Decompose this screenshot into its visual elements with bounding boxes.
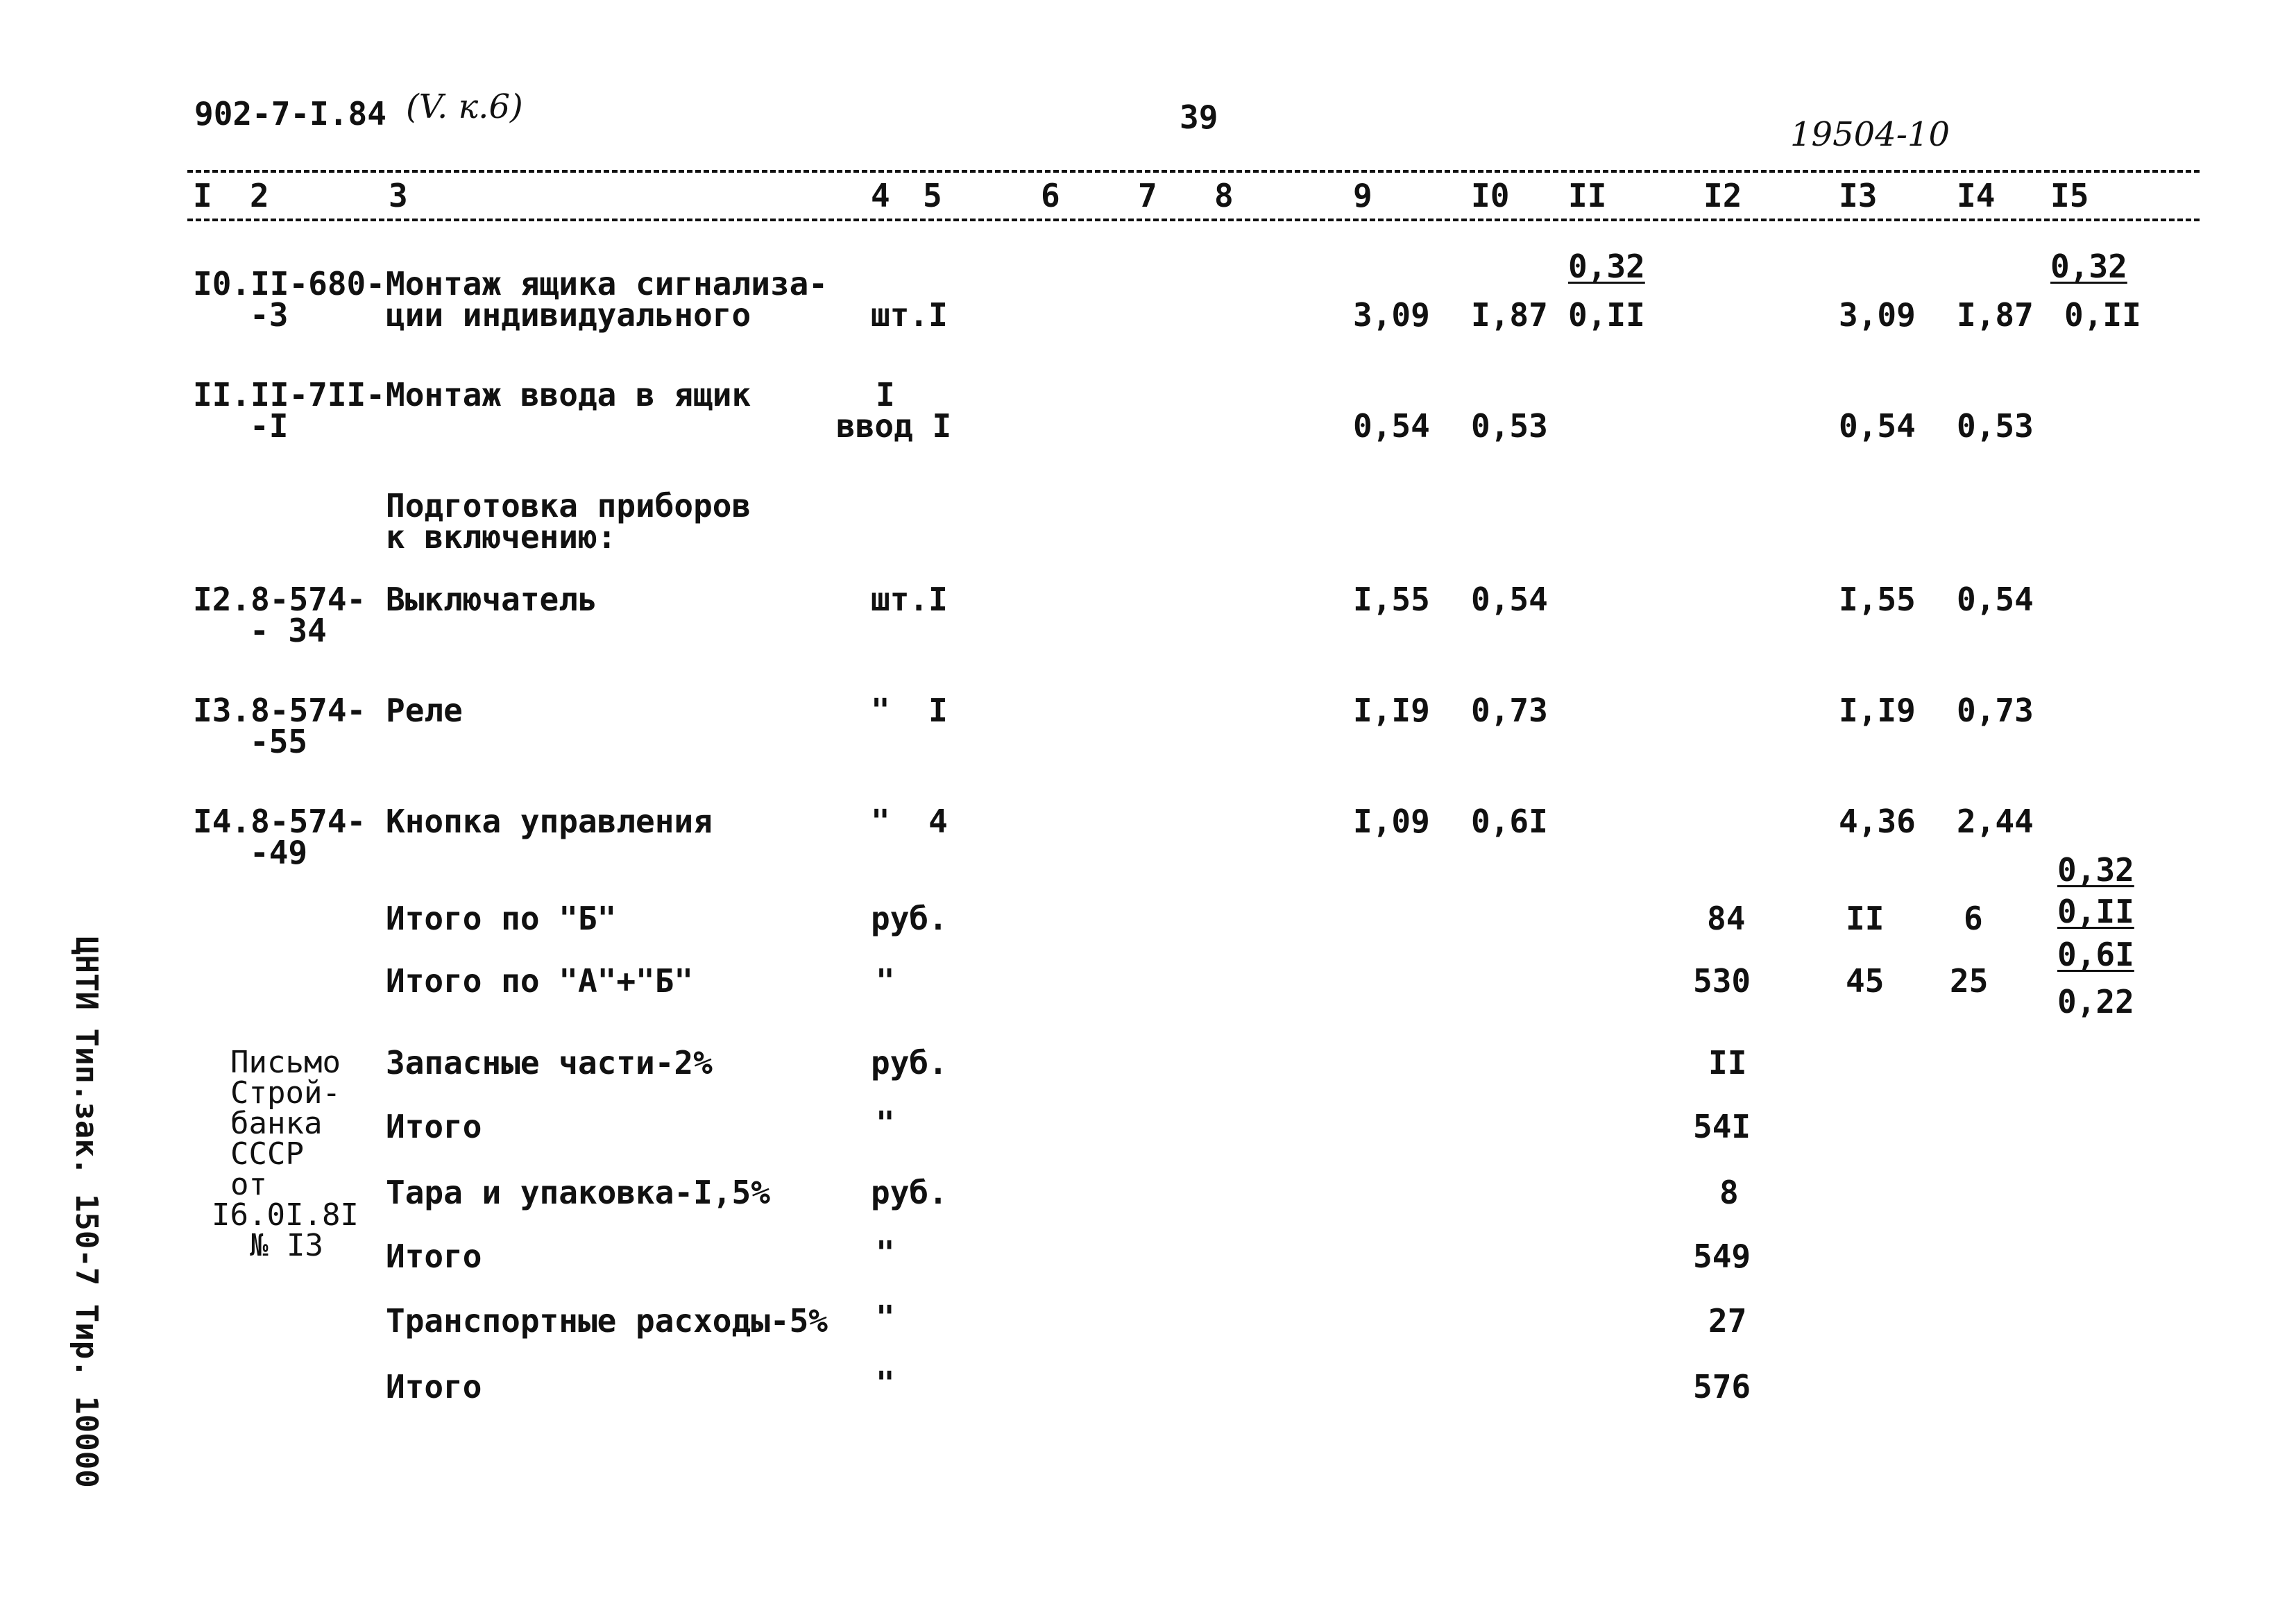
row-code: I3.8-574- bbox=[193, 692, 366, 729]
cell-col10: 0,6I bbox=[1471, 803, 1548, 840]
cell-col15-top: 0,32 bbox=[2057, 851, 2134, 889]
cell-col15-top: 0,6I bbox=[2057, 936, 2134, 973]
cell-col10: 0,54 bbox=[1471, 581, 1548, 618]
cell-col12: 8 bbox=[1719, 1174, 1739, 1211]
column-header: 2 bbox=[250, 177, 269, 214]
cell-col14: 2,44 bbox=[1957, 803, 2034, 840]
column-header: I2 bbox=[1703, 177, 1742, 214]
letter-ref-line: от bbox=[230, 1167, 267, 1202]
total-unit: " bbox=[876, 1365, 895, 1402]
cell-col14: 0,73 bbox=[1957, 692, 2034, 729]
cell-col15-bottom: 0,II bbox=[2064, 296, 2141, 334]
row-name: Реле bbox=[386, 692, 463, 729]
total-label: Итого bbox=[386, 1368, 482, 1405]
total-label: Итого по "Б" bbox=[386, 900, 617, 937]
cell-col13: I,55 bbox=[1839, 581, 1916, 618]
row-code: I0.II-680- bbox=[193, 265, 385, 302]
total-unit: " bbox=[876, 1234, 895, 1272]
row-name: ции индивидуального bbox=[386, 296, 751, 334]
column-header: I3 bbox=[1839, 177, 1878, 214]
column-header: I bbox=[193, 177, 212, 214]
total-unit: " bbox=[876, 1299, 895, 1336]
cell-col12: 530 bbox=[1693, 962, 1751, 1000]
total-unit: руб. bbox=[871, 1044, 948, 1081]
cell-col12: 549 bbox=[1693, 1238, 1751, 1275]
cell-col14: 0,54 bbox=[1957, 581, 2034, 618]
letter-ref-line: банка bbox=[230, 1106, 323, 1141]
row-code: -55 bbox=[250, 723, 308, 760]
total-unit: руб. bbox=[871, 900, 948, 937]
cell-col9: 3,09 bbox=[1353, 296, 1430, 334]
cell-col11-top: 0,32 bbox=[1568, 248, 1645, 285]
column-header: 9 bbox=[1353, 177, 1372, 214]
row-unit: I bbox=[876, 376, 895, 413]
total-label: Тара и упаковка-I,5% bbox=[386, 1174, 770, 1211]
cell-col14: 6 bbox=[1964, 900, 1983, 937]
letter-ref-line: Строй- bbox=[230, 1075, 341, 1111]
row-code: I2.8-574- bbox=[193, 581, 366, 618]
row-code: -I bbox=[250, 407, 289, 445]
doc-code: 902-7-I.84 bbox=[194, 95, 386, 132]
row-code: -3 bbox=[250, 296, 289, 334]
row-code: -49 bbox=[250, 834, 308, 871]
cell-col13: I,I9 bbox=[1839, 692, 1916, 729]
column-header: 8 bbox=[1214, 177, 1234, 214]
row-code: I4.8-574- bbox=[193, 803, 366, 840]
letter-ref-line: I6.0I.8I bbox=[212, 1197, 359, 1233]
cell-col9: 0,54 bbox=[1353, 407, 1430, 445]
row-unit: шт.I bbox=[871, 296, 948, 334]
total-label: Итого bbox=[386, 1238, 482, 1275]
total-label: Итого bbox=[386, 1108, 482, 1145]
column-header: 5 bbox=[923, 177, 942, 214]
column-header: 3 bbox=[389, 177, 408, 214]
cell-col12: 54I bbox=[1693, 1108, 1751, 1145]
header-rule-bottom bbox=[187, 219, 2200, 221]
row-name: Кнопка управления bbox=[386, 803, 713, 840]
column-header: 4 bbox=[871, 177, 890, 214]
row-name: Выключатель bbox=[386, 581, 597, 618]
cell-col15-bottom: 0,22 bbox=[2057, 983, 2134, 1020]
column-header: II bbox=[1568, 177, 1607, 214]
total-label: Транспортные расходы-5% bbox=[386, 1302, 828, 1340]
row-unit: " 4 bbox=[871, 803, 948, 840]
page-number: 39 bbox=[1180, 99, 1218, 136]
cell-col14: I,87 bbox=[1957, 296, 2034, 334]
cell-col12: 576 bbox=[1693, 1368, 1751, 1405]
cell-col13: 3,09 bbox=[1839, 296, 1916, 334]
cell-col10: 0,73 bbox=[1471, 692, 1548, 729]
section-heading: к включению: bbox=[386, 518, 617, 556]
cell-col13: 45 bbox=[1846, 962, 1885, 1000]
cell-col14: 0,53 bbox=[1957, 407, 2034, 445]
cell-col12: 84 bbox=[1707, 900, 1746, 937]
column-header: 7 bbox=[1138, 177, 1157, 214]
total-unit: руб. bbox=[871, 1174, 948, 1211]
row-unit: " I bbox=[871, 692, 948, 729]
total-unit: " bbox=[876, 1104, 895, 1142]
cell-col15-bottom: 0,II bbox=[2057, 893, 2134, 930]
archive-stamp: 19504-10 bbox=[1790, 115, 1950, 154]
row-unit: шт.I bbox=[871, 581, 948, 618]
cell-col14: 25 bbox=[1950, 962, 1989, 1000]
section-heading: Подготовка приборов bbox=[386, 487, 751, 524]
row-code: II.II-7II- bbox=[193, 376, 385, 413]
cell-col11-bottom: 0,II bbox=[1568, 296, 1645, 334]
side-print-note: ЦНТИ Тип.зак. 150-7 Тир. 10000 bbox=[69, 937, 104, 1488]
total-label: Запасные части-2% bbox=[386, 1044, 713, 1081]
row-name: Монтаж ящика сигнализа- bbox=[386, 265, 828, 302]
doc-note: (V. к.6) bbox=[406, 87, 523, 126]
cell-col9: I,I9 bbox=[1353, 692, 1430, 729]
cell-col9: I,55 bbox=[1353, 581, 1430, 618]
letter-ref-line: СССР bbox=[230, 1136, 304, 1172]
column-header: I4 bbox=[1957, 177, 1996, 214]
letter-ref-line: Письмо bbox=[230, 1045, 341, 1080]
column-header: I5 bbox=[2050, 177, 2089, 214]
column-header: I0 bbox=[1471, 177, 1510, 214]
cell-col13: 0,54 bbox=[1839, 407, 1916, 445]
cell-col13: 4,36 bbox=[1839, 803, 1916, 840]
row-name: Монтаж ввода в ящик bbox=[386, 376, 751, 413]
cell-col13: II bbox=[1846, 900, 1885, 937]
column-header: 6 bbox=[1041, 177, 1060, 214]
cell-col9: I,09 bbox=[1353, 803, 1430, 840]
cell-col10: 0,53 bbox=[1471, 407, 1548, 445]
row-unit: ввод I bbox=[836, 407, 952, 445]
total-unit: " bbox=[876, 962, 895, 1000]
cell-col10: I,87 bbox=[1471, 296, 1548, 334]
cell-col12: 27 bbox=[1708, 1302, 1747, 1340]
header-rule-top bbox=[187, 170, 2200, 173]
cell-col15-top: 0,32 bbox=[2050, 248, 2127, 285]
letter-ref-line: № I3 bbox=[250, 1228, 323, 1263]
cell-col12: II bbox=[1708, 1044, 1747, 1081]
total-label: Итого по "А"+"Б" bbox=[386, 962, 694, 1000]
row-code: - 34 bbox=[250, 612, 327, 649]
